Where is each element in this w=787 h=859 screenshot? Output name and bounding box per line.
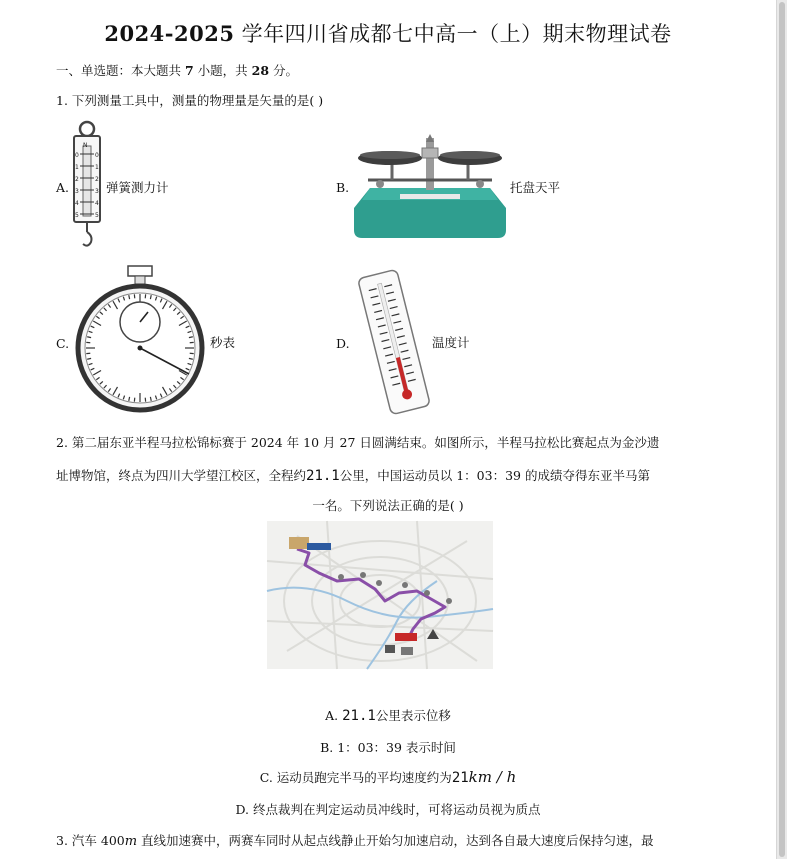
q2-option-b: B. 1：03：39 表示时间 [320,740,456,755]
question-2-line-1: 2. 第二届东亚半程马拉松锦标赛于 2024 年 10 月 27 日圆满结束。如图所示，半程马拉松比赛起点为金沙遗 [56,435,660,450]
scale-tick-label: 4 [75,200,79,207]
q2-option-d: D. 终点裁判在判定运动员冲线时，可将运动员视为质点 [235,802,541,817]
question-1-stem: 1. 下列测量工具中，测量的物理量是矢量的是( ) [56,93,324,108]
q1-option-a-letter: A. [56,180,70,195]
svg-text:0: 0 [95,152,99,159]
svg-text:2: 2 [95,176,99,183]
section-heading: 一、单选题：本大题共 7 小题，共 28 分。 [56,63,299,78]
svg-text:1: 1 [95,164,99,171]
scale-tick-label: 1 [75,164,79,171]
q1-option-a-label: 弹簧测力计 [106,180,169,195]
q1-option-b-letter: B. [336,180,350,195]
svg-text:4: 4 [95,200,99,207]
svg-text:3: 3 [95,188,99,195]
page-title: 2024-2025 学年四川省成都七中高一（上）期末物理试卷 [104,21,672,46]
scale-unit-label: N [83,142,88,149]
q1-option-b-label: 托盘天平 [510,180,561,195]
q1-option-d-letter: D. [336,336,350,351]
scale-tick-label: 5 [75,212,79,219]
balance-icon [350,130,510,242]
q1-option-c-letter: C. [56,336,70,351]
svg-text:5: 5 [95,212,99,219]
question-3-stem: 3. 汽车 400m 直线加速赛中，两赛车同时从起点线静止开始匀加速启动，达到各自最大速度后保持匀速，最 [56,833,654,849]
q1-option-c-label: 秒表 [210,335,236,350]
q1-option-d-label: 温度计 [432,335,470,350]
question-2-line-2: 址博物馆，终点为四川大学望江校区，全程约21.1公里，中国运动员以 1：03：39 的成绩夺得东亚半马第 [56,468,650,484]
scale-tick-label: 2 [75,176,79,183]
stopwatch-icon [72,264,212,414]
scale-tick-label: 3 [75,188,79,195]
scrollbar-thumb[interactable] [779,2,785,857]
thermometer-icon [352,268,436,416]
q2-option-c: C. 运动员跑完半马的平均速度约为21km / h [259,768,517,786]
q2-option-a: A. 21.1公里表示位移 [325,708,451,724]
marathon-route-map [267,521,493,669]
spring-scale-icon [66,120,108,250]
vertical-scrollbar[interactable] [776,0,787,859]
question-2-line-3: 一名。下列说法正确的是( ) [312,498,464,513]
scale-tick-label: 0 [75,152,79,159]
